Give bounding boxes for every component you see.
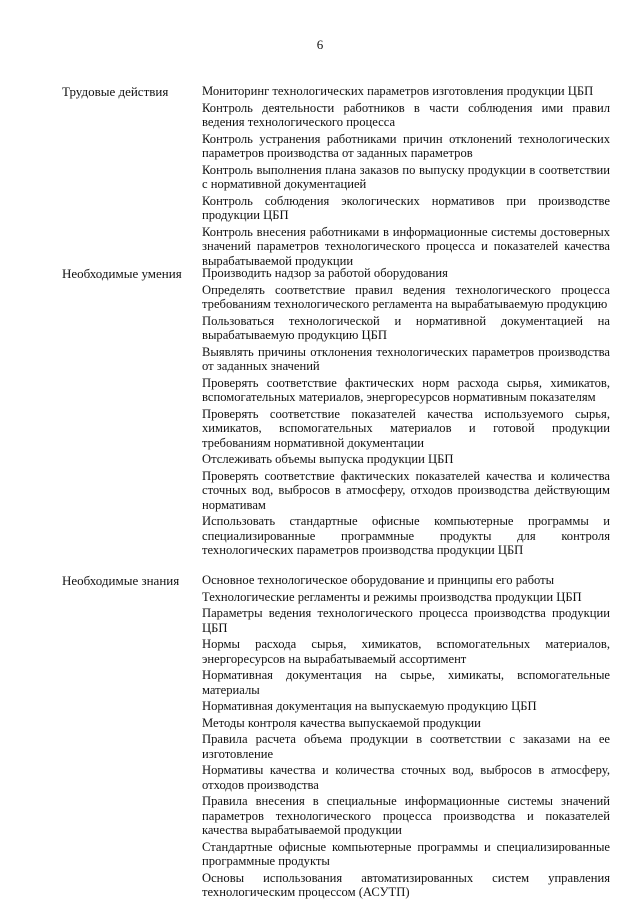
section-label: Необходимые знания bbox=[62, 573, 180, 588]
section-label: Необходимые умения bbox=[62, 266, 182, 281]
list-item: Пользоваться технологической и нормативной документацией на вырабатываемую продукцию ЦБП bbox=[202, 313, 610, 342]
section-label: Трудовые действия bbox=[62, 84, 169, 99]
list-item: Отслеживать объемы выпуска продукции ЦБП bbox=[202, 452, 454, 466]
list-item: Технологические регламенты и режимы производства продукции ЦБП bbox=[202, 589, 582, 604]
list-item: Проверять соответствие показателей качества используемого сырья, химикатов, вспомогательных материалов и готовой продукции требованиям нормативной документации bbox=[202, 406, 610, 450]
list-item: Основы использования автоматизированных систем управления технологическим процессом (АСУТП) bbox=[202, 870, 610, 899]
list-item: Нормативная документация на сырье, химикаты, вспомогательные материалы bbox=[202, 668, 610, 697]
list-item: Контроль внесения работниками в информационные системы достоверных значений параметров технологического процесса и показателей качества вырабатываемой продукции bbox=[202, 224, 610, 268]
list-item: Контроль выполнения плана заказов по выпуску продукции в соответствии с нормативной документацией bbox=[202, 162, 610, 191]
list-item: Выявлять причины отклонения технологических параметров производства от заданных значений bbox=[202, 344, 610, 373]
list-item: Проверять соответствие фактических показателей качества и количества сточных вод, выбросов в атмосферу, отходов производства действующим нормативам bbox=[202, 468, 610, 512]
list-item: Проверять соответствие фактических норм расхода сырья, химикатов, вспомогательных материалов, энергоресурсов нормативным показателям bbox=[202, 375, 610, 404]
list-item: Мониторинг технологических параметров изготовления продукции ЦБП bbox=[202, 84, 594, 98]
list-item: Контроль устранения работниками причин отклонений технологических параметров производства от заданных параметров bbox=[202, 131, 610, 160]
list-item: Правила расчета объема продукции в соответствии с заказами на ее изготовление bbox=[202, 732, 610, 761]
list-item: Правила внесения в специальные информационные системы значений параметров технологического процесса производства и показателей качества вырабатываемой продукции bbox=[202, 794, 610, 837]
list-item: Определять соответствие правил ведения технологического процесса требованиям технологического регламента на вырабатываемую продукцию bbox=[202, 282, 610, 311]
page-number: 6 bbox=[316, 37, 324, 52]
section-items bbox=[202, 84, 610, 270]
list-item: Нормативная документация на выпускаемую продукцию ЦБП bbox=[202, 699, 537, 713]
list-item: Производить надзор за работой оборудования bbox=[202, 266, 448, 280]
list-item: Параметры ведения технологического процесса производства продукции ЦБП bbox=[202, 606, 610, 635]
list-item: Нормативы качества и количества сточных вод, выбросов в атмосферу, отходов производства bbox=[202, 763, 610, 792]
list-item: Методы контроля качества выпускаемой продукции bbox=[202, 715, 481, 730]
list-item: Нормы расхода сырья, химикатов, вспомогательных материалов, энергоресурсов на вырабатываемый ассортимент bbox=[202, 637, 610, 666]
section-items bbox=[202, 266, 610, 560]
list-item: Контроль соблюдения экологических нормативов при производстве продукции ЦБП bbox=[202, 193, 610, 222]
list-item: Стандартные офисные компьютерные программы и специализированные программные продукты bbox=[202, 839, 610, 868]
list-item: Основное технологическое оборудование и принципы его работы bbox=[202, 573, 555, 587]
list-item: Контроль деятельности работников в части соблюдения ими правил ведения технологического процесса bbox=[202, 100, 610, 129]
list-item: Использовать стандартные офисные компьютерные программы и специализированные программные продукты для контроля технологических параметров производства продукции ЦБП bbox=[202, 514, 610, 557]
section-items bbox=[202, 573, 610, 902]
